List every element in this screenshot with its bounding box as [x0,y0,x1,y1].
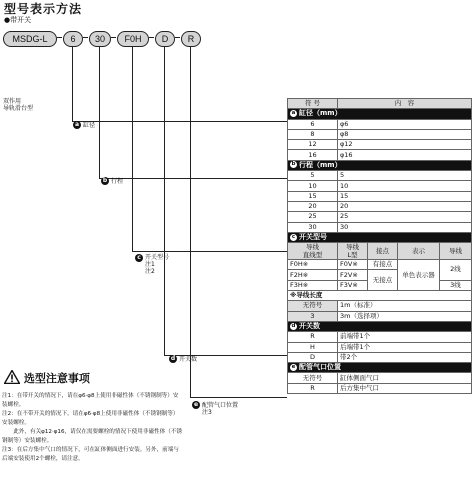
badge-c: c [135,254,143,262]
cell: 缸体侧面气口 [338,373,472,383]
label-switch-model [145,254,169,275]
cell [338,243,368,260]
header-symbol: 符 号 [288,99,338,109]
table-row [288,342,472,352]
lead-title-row [288,291,472,301]
section-title: 行程（mm） [299,160,342,169]
cell: 16 [288,150,338,160]
cell: 表示 [398,243,440,260]
cell: F0H※ [288,260,338,270]
table-row [288,171,472,181]
label-port [202,402,238,416]
connector-line [132,251,287,252]
table-header [288,99,472,109]
section-title: 开关型号 [299,233,327,241]
table-row [288,129,472,139]
model-part-count: D [155,31,175,47]
table-row [288,352,472,362]
connector-line [190,46,191,398]
cell: 3线 [440,280,472,290]
connector-line [99,46,100,179]
badge-d: d [170,355,176,362]
cell: 10 [338,181,472,191]
section-title: 配管气口位置 [299,363,341,372]
cell: 25 [288,212,338,222]
dash [149,37,154,38]
table-row [288,212,472,222]
table-row [288,119,472,129]
connector-line [99,178,287,179]
note: 此外，有关φ12·φ16，请仅在需要螺栓的情况下使用非磁性体（不锈钢制等）安装螺栓。 [2,429,183,444]
cell: 25 [338,212,472,222]
model-part-switch: F0H [117,31,149,47]
dash [83,37,88,38]
subtitle: ●带开关 [4,16,32,24]
cell: φ6 [338,119,472,129]
label-line: 注3 [202,409,212,416]
cell: H [288,342,338,352]
section-port: e 配管气口位置 [288,363,472,373]
cell: 前端带1个 [338,332,472,342]
dash [57,37,62,38]
cell: 接点 [368,243,398,260]
label-stroke: 行程 [111,178,124,185]
table-row [288,373,472,383]
page-title: 型号表示方法 [4,2,83,16]
cell: F3H※ [288,280,338,290]
table-row [288,191,472,201]
left-note-line: 导轨滑台型 [3,105,34,112]
table-row [288,140,472,150]
label-line: 开关型号 [145,254,170,261]
model-part-series: MSDG-L [3,31,57,47]
cell: 15 [338,191,472,201]
cell: 带2个 [338,352,472,362]
table-row [288,222,472,232]
cell-line: 直线型 [302,251,323,260]
warning-notes [2,392,184,464]
cell: 12 [288,140,338,150]
left-note-line: 双作用 [3,98,22,105]
cell: F0V※ [338,260,368,270]
table-row [288,260,472,270]
note: 注2：在不带开关的情况下，请在φ6·φ8上使用非磁性体（不锈钢制等）安装螺栓。 [2,411,179,426]
cell: 2线 [440,260,472,281]
cell: 30 [288,222,338,232]
cell: D [288,352,338,362]
spec-table [287,98,472,394]
cell: φ8 [338,129,472,139]
table-row [288,301,472,311]
connector-line [72,121,287,122]
warning-heading [4,370,90,386]
cell: 1m（标准） [338,301,472,311]
connector-line [190,397,287,398]
header-content: 内 容 [338,99,472,109]
cell-line: 导线 [306,243,319,252]
left-note [3,98,33,112]
cell: R [288,383,338,393]
section-title: 缸径（mm） [299,109,342,118]
cell: 有接点 [368,260,398,270]
cell: φ16 [338,150,472,160]
note: 注1：在带开关的情况下，请在φ6·φ8上使用非磁性体（不锈钢制等）安装螺栓。 [2,393,179,408]
cell: 30 [338,222,472,232]
cell: φ12 [338,140,472,150]
switch-subheader [288,243,472,260]
cell: 8 [288,129,338,139]
cell: 无接点 [368,270,398,291]
label-bore: 缸径 [83,122,96,129]
cell: 3m（选择项） [338,311,472,321]
section-bore: a 缸径（mm） [288,109,472,119]
cell: ※导线长度 [288,291,472,301]
cell: F2H※ [288,270,338,280]
cell: 6 [288,119,338,129]
label-line: 注1 [145,261,155,268]
label-line: 注2 [145,268,155,275]
warning-title: 选型注意事项 [23,372,90,385]
cell: 10 [288,181,338,191]
cell-line: 导线 [346,243,359,252]
badge-a: a [74,121,80,128]
cell [288,243,338,260]
table-row [288,181,472,191]
section-switch: c 开关型号 [288,232,472,242]
cell: 无符号 [288,301,338,311]
section-stroke: b 行程（mm） [288,160,472,170]
cell: 3 [288,311,338,321]
cell: 导线 [440,243,472,260]
dash [175,37,180,38]
section-title: 开关数 [299,322,320,331]
dash [111,37,116,38]
cell: R [288,332,338,342]
cell: 20 [288,201,338,211]
table-row [288,311,472,321]
model-part-port: R [181,31,201,47]
cell: 5 [288,171,338,181]
model-part-bore: 6 [63,31,83,47]
badge-b: b [102,177,108,184]
cell: 单色表示器 [398,260,440,291]
label-switch-count: 开关数 [179,356,198,363]
warning-icon [4,370,20,384]
cell-line: L型 [347,251,358,260]
note: 注3：在后方集中气口的情况下，可在缸体侧面进行安装。另外，前端与后端安装使用2个螺栓，请注意。 [2,447,179,462]
cell: F2V※ [338,270,368,280]
badge-e: e [193,401,199,408]
cell: 20 [338,201,472,211]
connector-line [72,46,73,122]
connector-line [164,46,165,356]
cell: 5 [338,171,472,181]
cell: 后方集中气口 [338,383,472,393]
table-row [288,201,472,211]
cell: 后端带1个 [338,342,472,352]
table-row [288,332,472,342]
label-line: 配管气口位置 [202,402,239,409]
model-part-stroke: 30 [89,31,111,47]
table-row [288,383,472,393]
connector-line [132,46,133,252]
cell: F3V※ [338,280,368,290]
cell: 15 [288,191,338,201]
section-count: d 开关数 [288,321,472,331]
cell: 无符号 [288,373,338,383]
table-row [288,150,472,160]
